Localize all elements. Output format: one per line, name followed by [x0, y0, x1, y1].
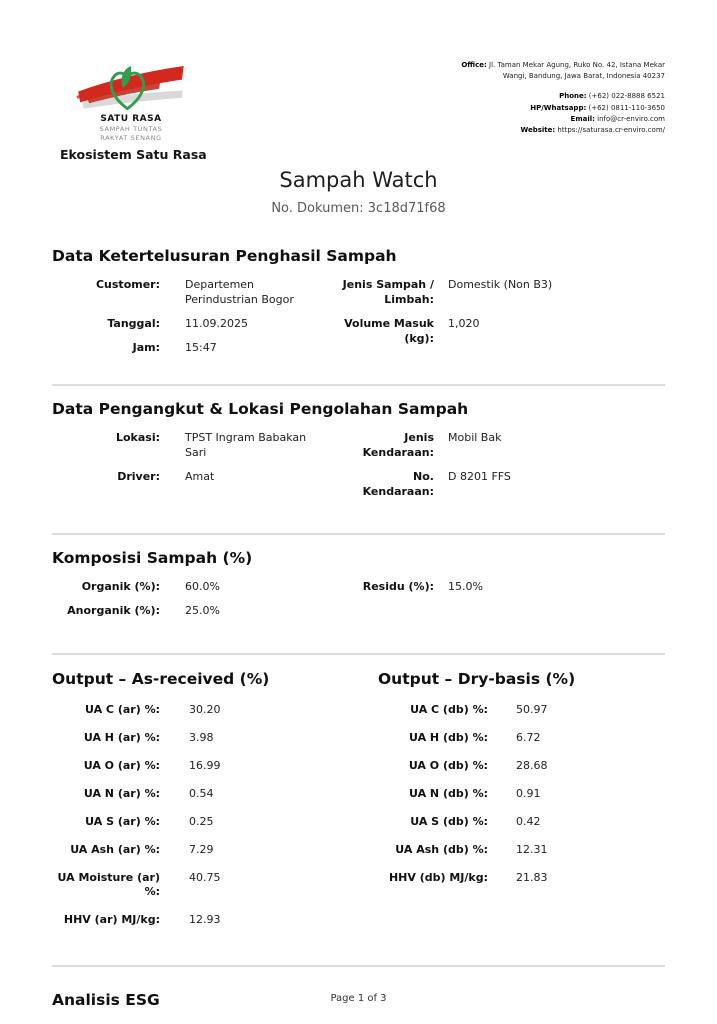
penghasil-left-column: [52, 278, 342, 364]
field-label: No. Kendaraan:: [362, 470, 434, 498]
field-label: Volume Masuk (kg):: [344, 316, 434, 345]
field-value: 30.20: [189, 703, 221, 717]
section-divider: [52, 384, 665, 386]
field-row: [52, 604, 342, 619]
field-label: UA S (db) %:: [410, 814, 488, 828]
section-heading-penghasil: Data Ketertelusuran Penghasil Sampah: [52, 247, 397, 265]
email-value: info@cr-enviro.com: [597, 114, 665, 123]
office-address-line1: [461, 60, 665, 71]
field-value: Domestik (Non B3): [448, 278, 553, 291]
section-heading-komposisi: Komposisi Sampah (%): [52, 548, 253, 567]
field-label: UA H (db) %:: [408, 731, 488, 745]
field-row: [342, 580, 665, 595]
field-row: [52, 317, 342, 332]
office-address-line2: Wangi, Bandung, Jawa Barat, Indonesia 40237: [502, 72, 665, 81]
field-value: TPST Ingram Babakan Sari: [185, 431, 307, 460]
field-label: UA H (ar) %:: [83, 731, 160, 745]
field-row: [52, 815, 378, 830]
section-heading-output-ar: Output – As-received (%): [52, 670, 270, 689]
website-label: Website:: [520, 125, 556, 134]
field-row: [52, 580, 342, 595]
field-value: 1,020: [448, 316, 480, 330]
field-label: UA C (ar) %:: [85, 703, 160, 717]
field-label: UA N (db) %:: [408, 786, 488, 800]
field-label: UA O (ar) %:: [83, 759, 160, 773]
section-heading-output-db: Output – Dry-basis (%): [378, 670, 576, 689]
section-divider: [52, 533, 665, 535]
field-label: UA Ash (db) %:: [395, 842, 488, 856]
field-value: 15:47: [185, 340, 217, 354]
komposisi-right-column: [342, 580, 665, 628]
contact-info-block: [461, 60, 665, 136]
field-row: [52, 871, 378, 901]
field-row: [378, 703, 665, 718]
logo-org-name: Ekosistem Satu Rasa: [60, 147, 207, 162]
field-label: UA Ash (ar) %:: [70, 842, 160, 856]
field-label: Anorganik (%):: [67, 603, 160, 617]
field-value: 7.29: [189, 842, 214, 856]
field-value: 40.75: [189, 870, 221, 884]
field-row: [378, 759, 665, 774]
field-label: Residu (%):: [362, 579, 434, 593]
field-value: 28.68: [516, 759, 548, 773]
output-ar-rows: [52, 703, 378, 928]
field-value: 21.83: [516, 870, 548, 884]
field-value: 0.42: [516, 814, 541, 828]
field-value: 12.31: [516, 842, 548, 856]
whatsapp-line: [461, 103, 665, 114]
field-value: 6.72: [516, 731, 541, 745]
field-row: [52, 341, 342, 356]
email-line: [461, 114, 665, 125]
field-value: D 8201 FFS: [448, 470, 511, 484]
field-value: Mobil Bak: [448, 431, 502, 445]
field-row: [52, 731, 378, 746]
email-label: Email:: [570, 114, 595, 123]
field-label: UA N (ar) %:: [83, 786, 160, 800]
pengangkut-right-column: [342, 431, 665, 508]
logo-tagline-2: RAKYAT SENANG: [100, 134, 162, 142]
section-divider: [52, 653, 665, 655]
field-label: UA C (db) %:: [410, 703, 488, 717]
field-label: UA Moisture (ar) %:: [57, 870, 160, 899]
section-divider: [52, 965, 665, 967]
company-logo: [60, 56, 207, 162]
whatsapp-value: (+62) 0811-110-3650: [588, 103, 665, 112]
output-dry-basis-column: [378, 670, 665, 941]
section-heading-pengangkut: Data Pengangkut & Lokasi Pengolahan Sampah: [52, 400, 469, 419]
field-label: Jenis Kendaraan:: [362, 431, 434, 460]
field-row: [52, 431, 342, 461]
field-row: [342, 278, 665, 308]
office-address-text1: Jl. Taman Mekar Agung, Ruko No. 42, Istana Mekar: [489, 61, 665, 69]
field-value: 15.0%: [448, 579, 483, 593]
field-row: [378, 815, 665, 830]
field-value: 60.0%: [185, 579, 220, 593]
field-label: Customer:: [95, 278, 160, 291]
output-as-received-column: [52, 670, 378, 941]
field-row: [52, 759, 378, 774]
field-label: Lokasi:: [115, 431, 160, 445]
field-value: 16.99: [189, 759, 221, 773]
field-row: [378, 871, 665, 886]
satu-rasa-logo-icon: [67, 56, 195, 116]
field-label: Tanggal:: [107, 316, 160, 330]
website-value: https://saturasa.cr-enviro.com/: [557, 125, 665, 134]
field-row: [52, 787, 378, 802]
field-row: [378, 787, 665, 802]
office-label: Office:: [461, 61, 487, 69]
field-label: Jenis Sampah / Limbah:: [342, 278, 434, 306]
output-db-rows: [378, 703, 665, 885]
logo-tagline-1: SAMPAH TUNTAS: [99, 125, 163, 133]
field-value: 12.93: [189, 913, 221, 927]
penghasil-right-column: [342, 278, 665, 364]
logo-brand-text: SATU RASA: [100, 114, 162, 124]
field-row: [52, 278, 342, 308]
field-label: Jam:: [132, 340, 160, 354]
whatsapp-label: HP/Whatsapp:: [530, 103, 587, 112]
komposisi-left-column: [52, 580, 342, 628]
document-number: No. Dokumen: 3c18d71f68: [271, 201, 446, 216]
field-row: [52, 470, 342, 485]
field-label: UA O (db) %:: [408, 759, 488, 773]
page-number: Page 1 of 3: [330, 993, 387, 1004]
field-row: [52, 703, 378, 718]
field-value: 50.97: [516, 703, 548, 717]
field-row: [52, 843, 378, 858]
field-value: 0.91: [516, 786, 541, 800]
website-line: [461, 125, 665, 136]
field-row: [342, 317, 665, 347]
field-label: HHV (db) MJ/kg:: [388, 870, 488, 884]
field-label: UA S (ar) %:: [85, 814, 160, 828]
field-row: [342, 470, 665, 500]
field-value: 3.98: [189, 731, 214, 745]
field-label: Driver:: [117, 470, 160, 484]
field-value: 25.0%: [185, 603, 220, 617]
field-row: [378, 731, 665, 746]
field-value: 0.54: [189, 786, 214, 800]
field-row: [378, 843, 665, 858]
field-value: 0.25: [189, 814, 214, 828]
field-value: 11.09.2025: [185, 316, 248, 330]
phone-value: (+62) 022-8888 6521: [588, 92, 665, 101]
phone-label: Phone:: [559, 92, 587, 101]
field-label: HHV (ar) MJ/kg:: [63, 913, 160, 927]
field-value: Departemen Perindustrian Bogor: [185, 278, 294, 306]
phone-line: [461, 91, 665, 102]
field-label: Organik (%):: [81, 579, 160, 593]
field-row: [52, 913, 378, 928]
page-title: Sampah Watch: [279, 168, 438, 192]
field-value: Amat: [185, 470, 215, 484]
section-heading-esg: Analisis ESG: [52, 991, 160, 1010]
pengangkut-left-column: [52, 431, 342, 508]
field-row: [342, 431, 665, 461]
